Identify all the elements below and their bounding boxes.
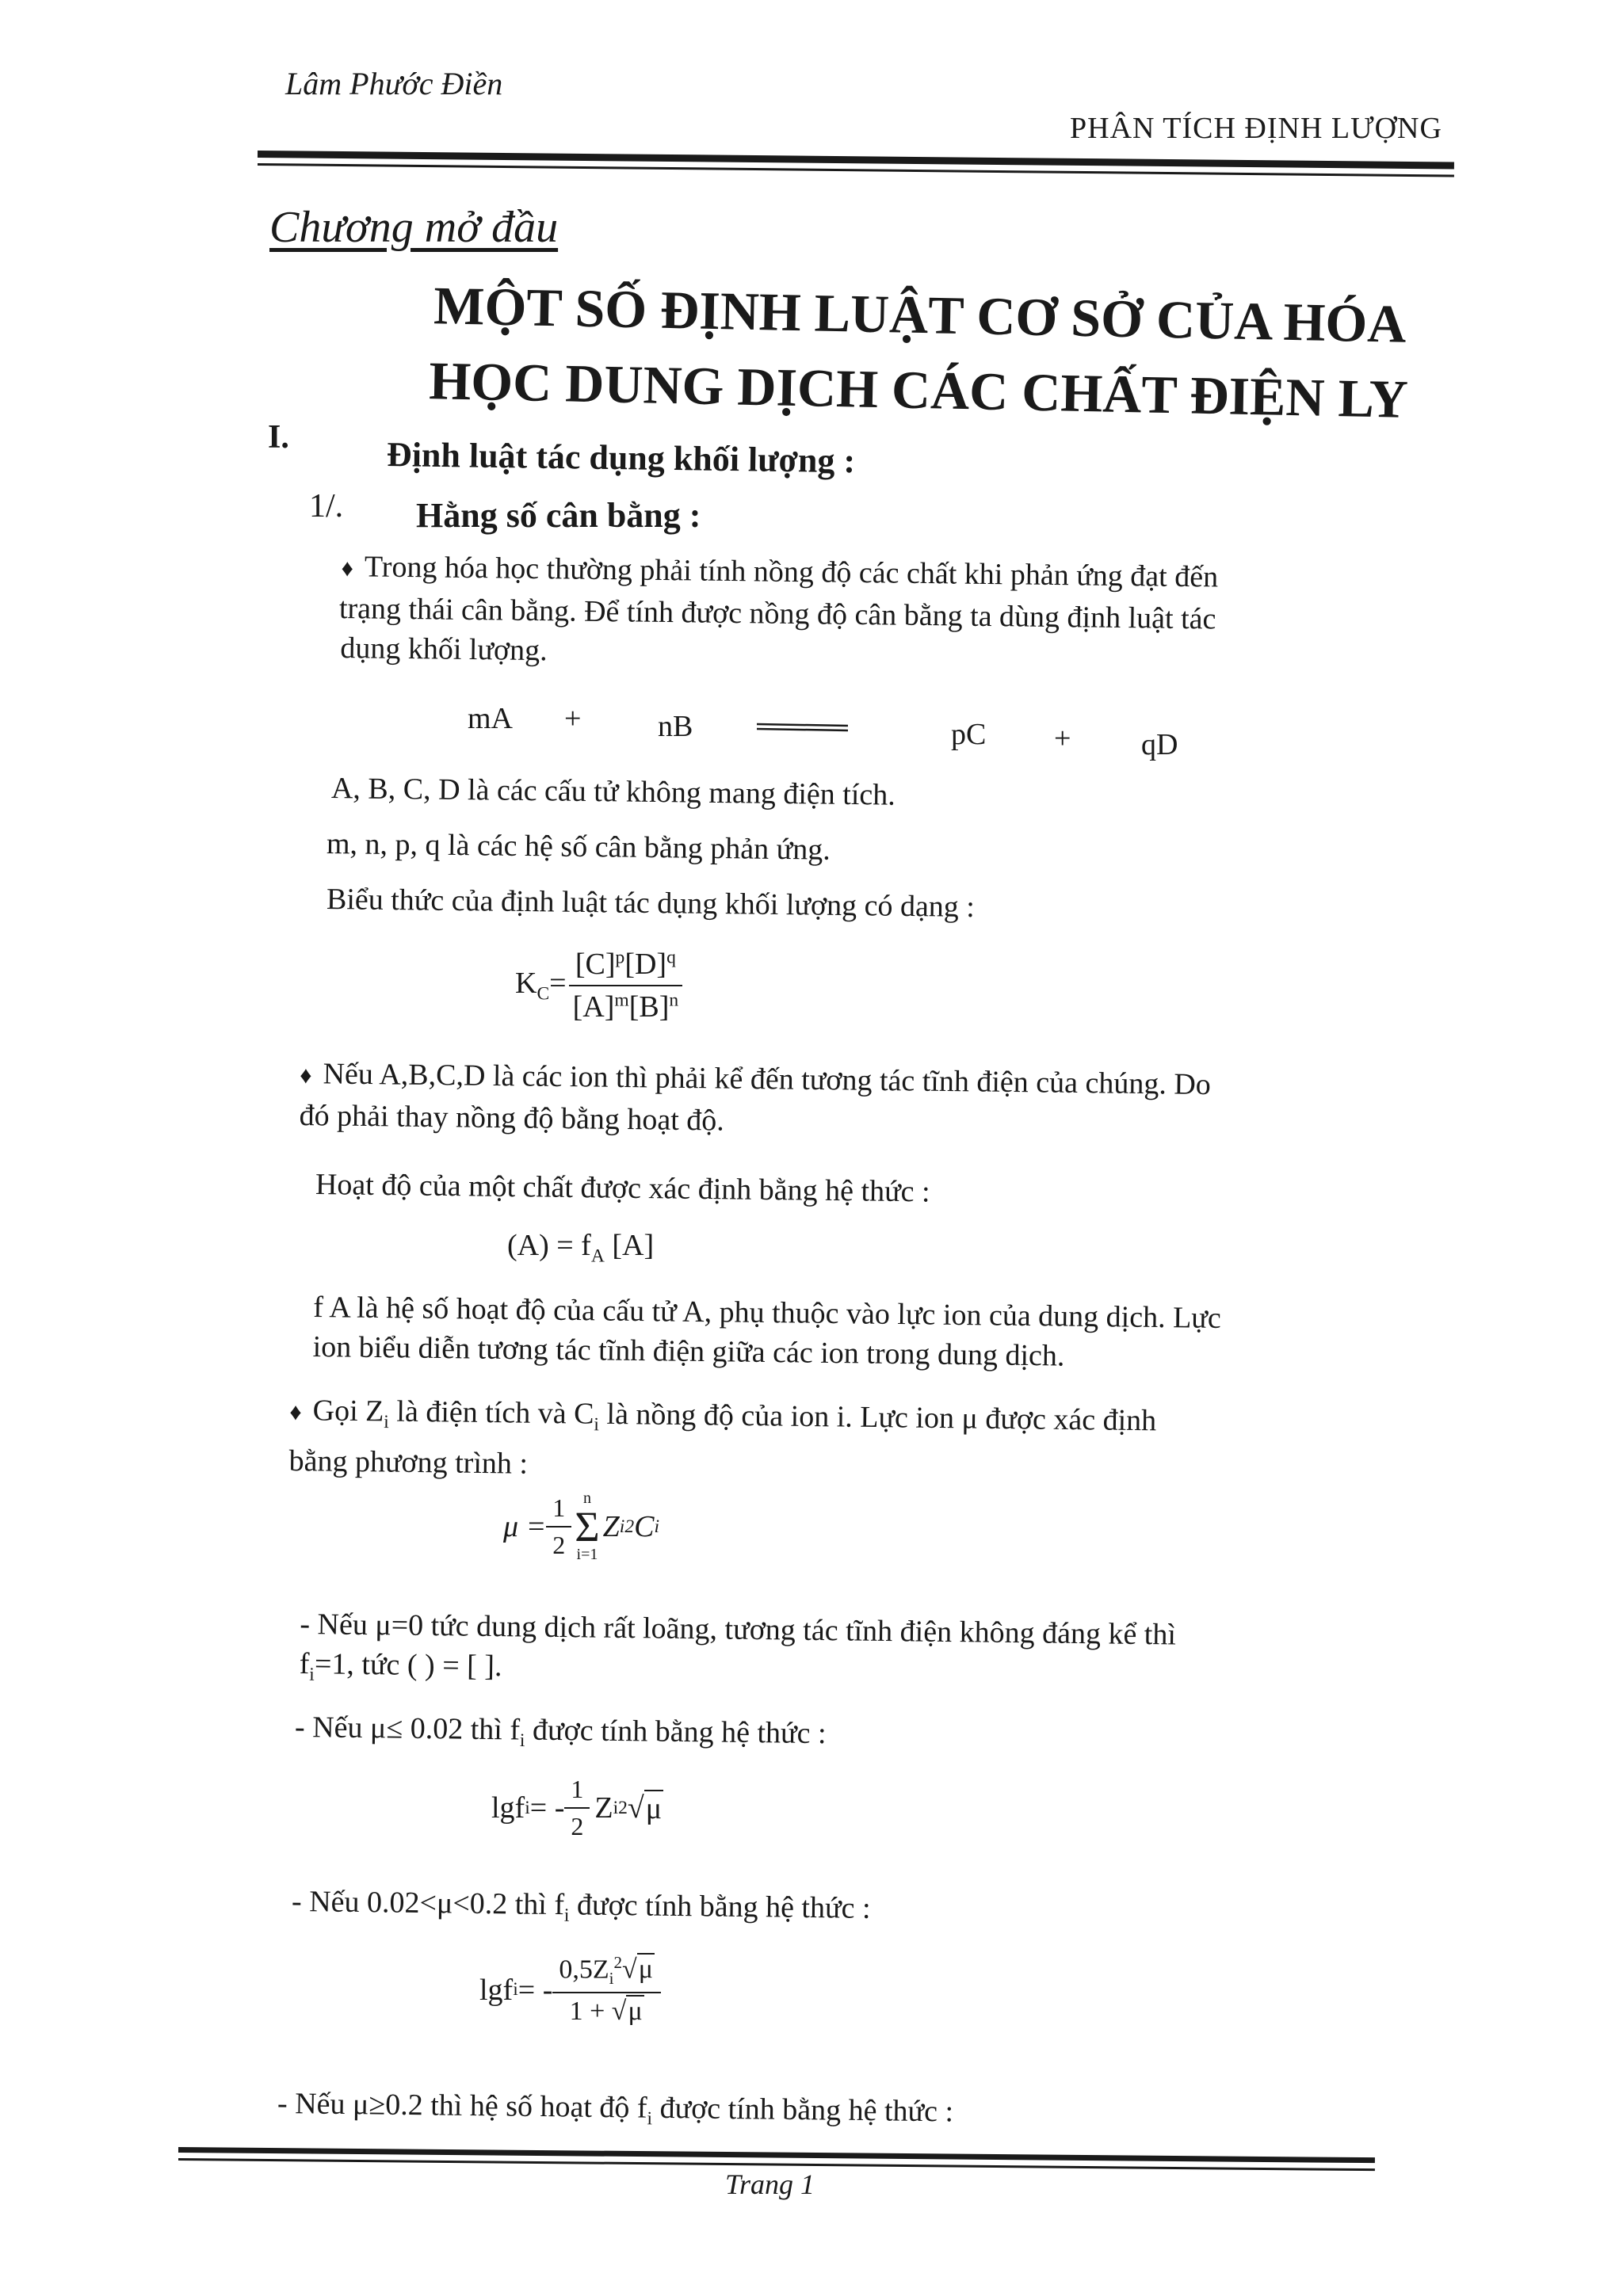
sqrt-icon: √ — [627, 1791, 644, 1825]
reaction-a: mA — [468, 702, 513, 735]
sqrt-icon: √ — [611, 1997, 627, 2027]
page-number: Trang 1 — [725, 2168, 815, 2200]
reaction-b: nB — [658, 710, 693, 743]
section-title: Định luật tác dụng khối lượng : — [386, 435, 856, 481]
reaction-plus-2: + — [1054, 722, 1071, 755]
paragraph-expression: Biểu thức của định luật tác dụng khối lượng có dạng : — [326, 883, 976, 924]
paragraph-activity: Hoạt độ của một chất được xác định bằng hệ thức : — [315, 1168, 930, 1209]
paragraph-case-high: - Nếu μ≥0.2 thì hệ số hoạt độ $f_i$ được tính bằng hệ thức : — [277, 2087, 954, 2130]
reaction-c: pC — [951, 718, 987, 751]
title-line-2: HỌC DUNG DỊCH CÁC CHẤT ĐIỆN LY — [428, 350, 1409, 429]
equilibrium-arrow-icon — [757, 721, 848, 736]
activity-equation: $(A) = f_A$ [A] — [507, 1229, 655, 1267]
header-subject: PHÂN TÍCH ĐỊNH LƯỢNG — [1070, 112, 1442, 145]
title-line-1: MỘT SỐ ĐỊNH LUẬT CƠ SỞ CỦA HÓA — [433, 275, 1407, 354]
bullet-diamond-icon: ♦ — [300, 1062, 312, 1089]
kc-fraction: $\frac{[C]^p[D]^q}{[A]^m[B]^n}$ — [567, 947, 685, 1024]
paragraph-case-mid: - Nếu 0.02<μ<0.2 thì $f_i$ được tính bằng hệ thức : — [291, 1885, 871, 1926]
paragraph-ions: ♦ Nếu A,B,C,D là các ion thì phải kể đến tương tác tĩnh điện của chúng. Do đó phải thay nồng độ bằng hoạt độ. — [299, 1057, 1212, 1138]
sqrt-icon: √ — [622, 1955, 637, 1985]
reaction-plus-1: + — [564, 702, 582, 735]
ionic-strength-equation: μ = $\frac{1}{2}$ n Σ i=1 Z i 2 C i — [503, 1489, 660, 1563]
paragraph-intro: ♦ Trong hóa học thường phải tính nồng độ các chất khi phản ứng đạt đến trạng thái cân bằng. Để tính được nồng độ cân bằng ta dùng định luật tác dụng khối lượng. — [338, 550, 1219, 668]
paragraph-dilute: - Nếu μ=0 tức dung dịch rất loãng, tương tác tĩnh điện không đáng kể thì $f_i=1$, tức ( ) = [ ]. — [299, 1608, 1177, 1685]
header-author: Lâm Phước Điền — [285, 66, 503, 101]
page-title — [395, 267, 1443, 437]
bullet-diamond-icon: ♦ — [341, 555, 354, 582]
chapter-label: Chương mở đầu — [269, 203, 559, 252]
paragraph-ionic-strength: ♦ Gọi $Z_i$ là điện tích và $C_i$ là nồng độ của ion i. Lực ion μ được xác định bằng phương trình : — [288, 1394, 1157, 1481]
paragraph-case-low: - Nếu μ≤ 0.02 thì $f_i$ được tính bằng hệ thức : — [294, 1711, 827, 1752]
equation-low-ionic: lgf i = - $\frac{1}{2}$ Z i 2 √ μ — [491, 1775, 663, 1840]
paragraph-activity-coefficient: f A là hệ số hoạt độ của cấu tử A, phụ thuộc vào lực ion của dung dịch. Lực ion biểu diễn tương tác tĩnh điện giữa các ion trong dung dịch. — [312, 1291, 1222, 1373]
equation-mid-ionic: lgf i = - $\frac{0,5Z_i^2√\mu}{1 + √\mu}$ — [479, 1953, 661, 2027]
subsection-title: Hằng số cân bằng : — [416, 496, 701, 535]
subsection-number: 1/. — [309, 488, 344, 524]
paragraph-components: A, B, C, D là các cấu tử không mang điện tích. — [330, 772, 896, 812]
reaction-d: qD — [1141, 728, 1178, 761]
section-number: I. — [268, 419, 289, 456]
kc-label: $K_C=$ — [515, 967, 567, 1005]
paragraph-coefficients: m, n, p, q là các hệ số cân bằng phản ứng. — [326, 827, 831, 867]
bullet-diamond-icon: ♦ — [289, 1399, 302, 1426]
kc-equation — [515, 947, 685, 1024]
